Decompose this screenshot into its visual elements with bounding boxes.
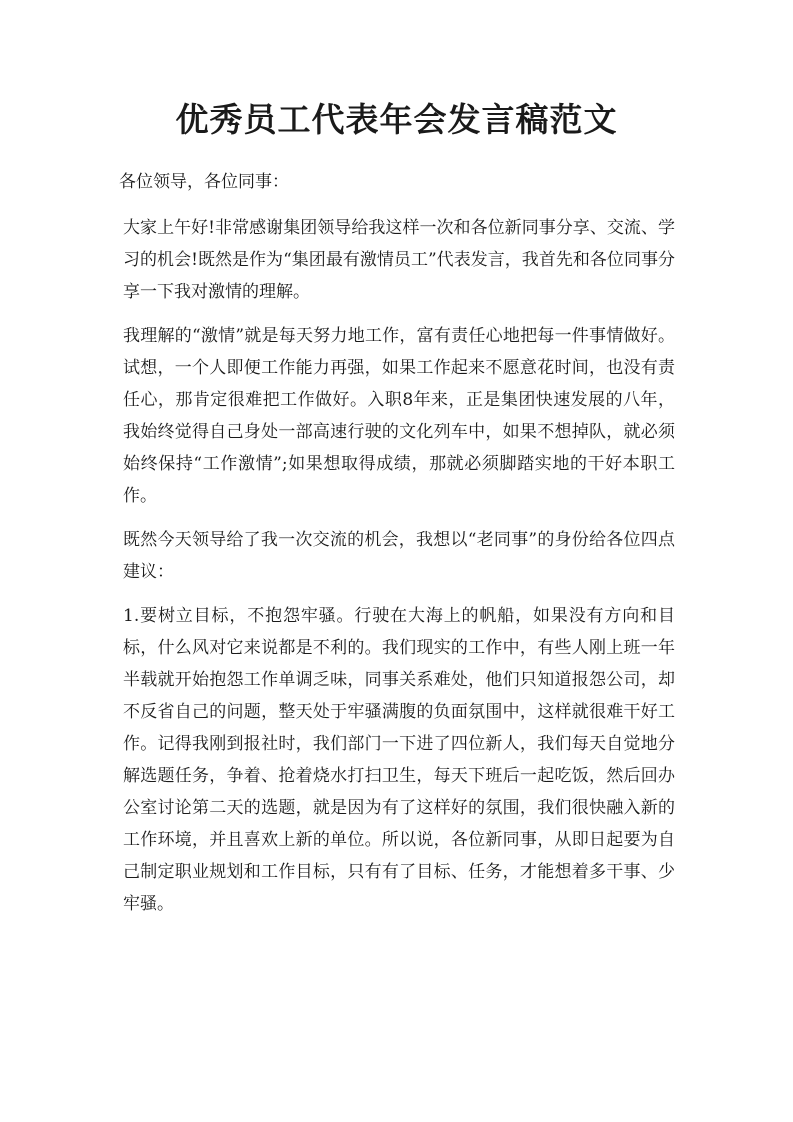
- paragraph-suggestion-1: 1.要树立目标，不抱怨牢骚。行驶在大海上的帆船，如果没有方向和目标，什么风对它来说都是不利的。我们现实的工作中，有些人刚上班一年半载就开始抱怨工作单调乏味，同事关系难处，他们只知道报怨公司，却不反省自己的问题，整天处于牢骚满腹的负面氛围中，这样就很难干好工作。记得我刚到报社时，我们部门一下进了四位新人，我们每天自觉地分解选题任务，争着、抢着烧水打扫卫生，每天下班后一起吃饭，然后回办公室讨论第二天的选题，就是因为有了这样好的氛围，我们很快融入新的工作环境，并且喜欢上新的单位。所以说，各位新同事，从即日起要为自己制定职业规划和工作目标，只有有了目标、任务，才能想着多干事、少牢骚。: [123, 606, 675, 914]
- document-title: 优秀员工代表年会发言稿范文: [175, 100, 618, 139]
- paragraph-greeting: 大家上午好!非常感谢集团领导给我这样一次和各位新同事分享、交流、学习的机会!既然是作为“集团最有激情员工”代表发言，我首先和各位同事分享一下我对激情的理解。: [123, 218, 675, 302]
- paragraph-suggestions-intro: 既然今天领导给了我一次交流的机会，我想以“老同事”的身份给各位四点建议：: [123, 530, 675, 582]
- paragraph-passion: 我理解的“激情”就是每天努力地工作，富有责任心地把每一件事情做好。试想，一个人即便工作能力再强，如果工作起来不愿意花时间，也没有责任心，那肯定很难把工作做好。入职8年来，正是集团快速发展的八年，我始终觉得自己身处一部高速行驶的文化列车中，如果不想掉队，就必须始终保持“工作激情”;如果想取得成绩，那就必须脚踏实地的干好本职工作。: [123, 326, 675, 506]
- salutation: 各位领导，各位同事：: [119, 172, 289, 192]
- document-body: [119, 166, 675, 932]
